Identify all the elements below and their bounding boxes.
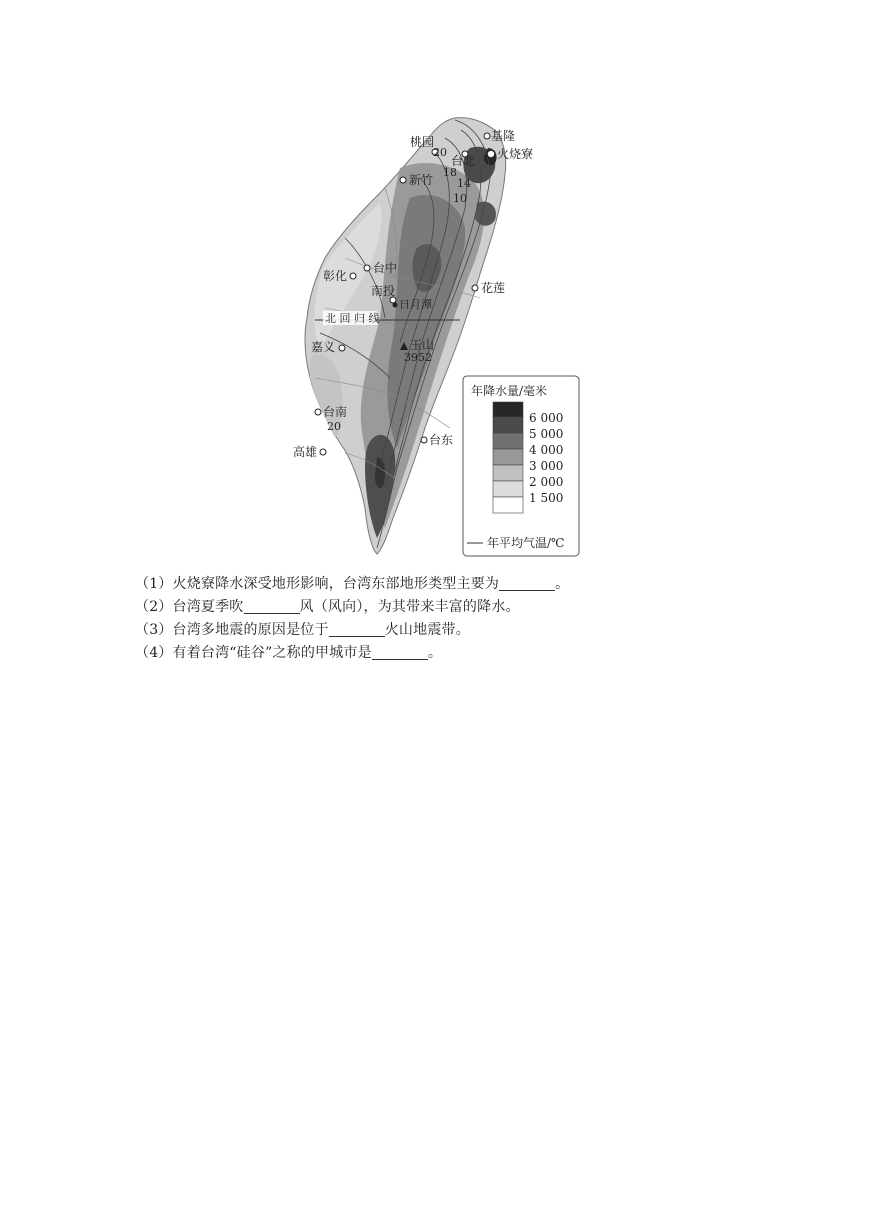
- answer-blank[interactable]: [244, 599, 300, 614]
- city-taitung: 台东: [429, 433, 454, 447]
- city-nantou: 南投: [371, 284, 396, 298]
- svg-text:20: 20: [327, 420, 341, 433]
- city-taipei: 台北: [451, 154, 476, 168]
- city-keelung: 基隆: [491, 129, 516, 143]
- city-sun-moon-lake: 日月潭: [399, 298, 432, 311]
- question-4: （4）有着台湾“硅谷”之称的甲城市是 。: [135, 645, 443, 661]
- city-tainan: 台南: [323, 405, 348, 419]
- legend-level: 6 000: [529, 411, 564, 425]
- legend: [463, 376, 579, 556]
- legend-level: 1 500: [529, 491, 564, 505]
- question-list: [135, 573, 775, 665]
- svg-text:20: 20: [433, 146, 447, 159]
- question-3: （3）台湾多地震的原因是位于 火山地震带。: [135, 622, 470, 638]
- city-yushan: 玉山: [410, 338, 435, 352]
- city-kaohsiung: 高雄: [293, 445, 318, 459]
- answer-blank[interactable]: [372, 645, 428, 660]
- question-1: （1）火烧寮降水深受地形影响，台湾东部地形类型主要为 。: [135, 576, 570, 592]
- legend-level: 3 000: [529, 459, 564, 473]
- taiwan-precipitation-map: [285, 108, 590, 560]
- city-taichung: 台中: [373, 261, 398, 275]
- svg-text:14: 14: [457, 177, 471, 190]
- legend-level: 2 000: [529, 475, 564, 489]
- legend-title: 年降水量/毫米: [471, 384, 548, 398]
- city-changhua: 彰化: [323, 269, 348, 283]
- svg-text:18: 18: [443, 166, 457, 179]
- legend-level: 5 000: [529, 427, 564, 441]
- svg-text:10: 10: [453, 192, 467, 205]
- peak-elevation: 3952: [404, 351, 432, 364]
- city-hualien: 花莲: [481, 281, 506, 295]
- answer-blank[interactable]: [499, 576, 555, 591]
- legend-isotherm-label: 年平均气温/℃: [487, 536, 565, 550]
- city-chiayi: 嘉义: [311, 340, 336, 354]
- map-svg: [285, 108, 590, 560]
- city-taoyuan: 桃园: [410, 135, 435, 149]
- city-hsinchu: 新竹: [409, 173, 434, 187]
- answer-blank[interactable]: [329, 622, 385, 637]
- city-huoshaoliao: 火烧寮: [497, 147, 534, 161]
- question-2: （2）台湾夏季吹 风（风向），为其带来丰富的降水。: [135, 599, 520, 615]
- legend-level: 4 000: [529, 443, 564, 457]
- tropic-label: 北 回 归 线: [325, 312, 380, 325]
